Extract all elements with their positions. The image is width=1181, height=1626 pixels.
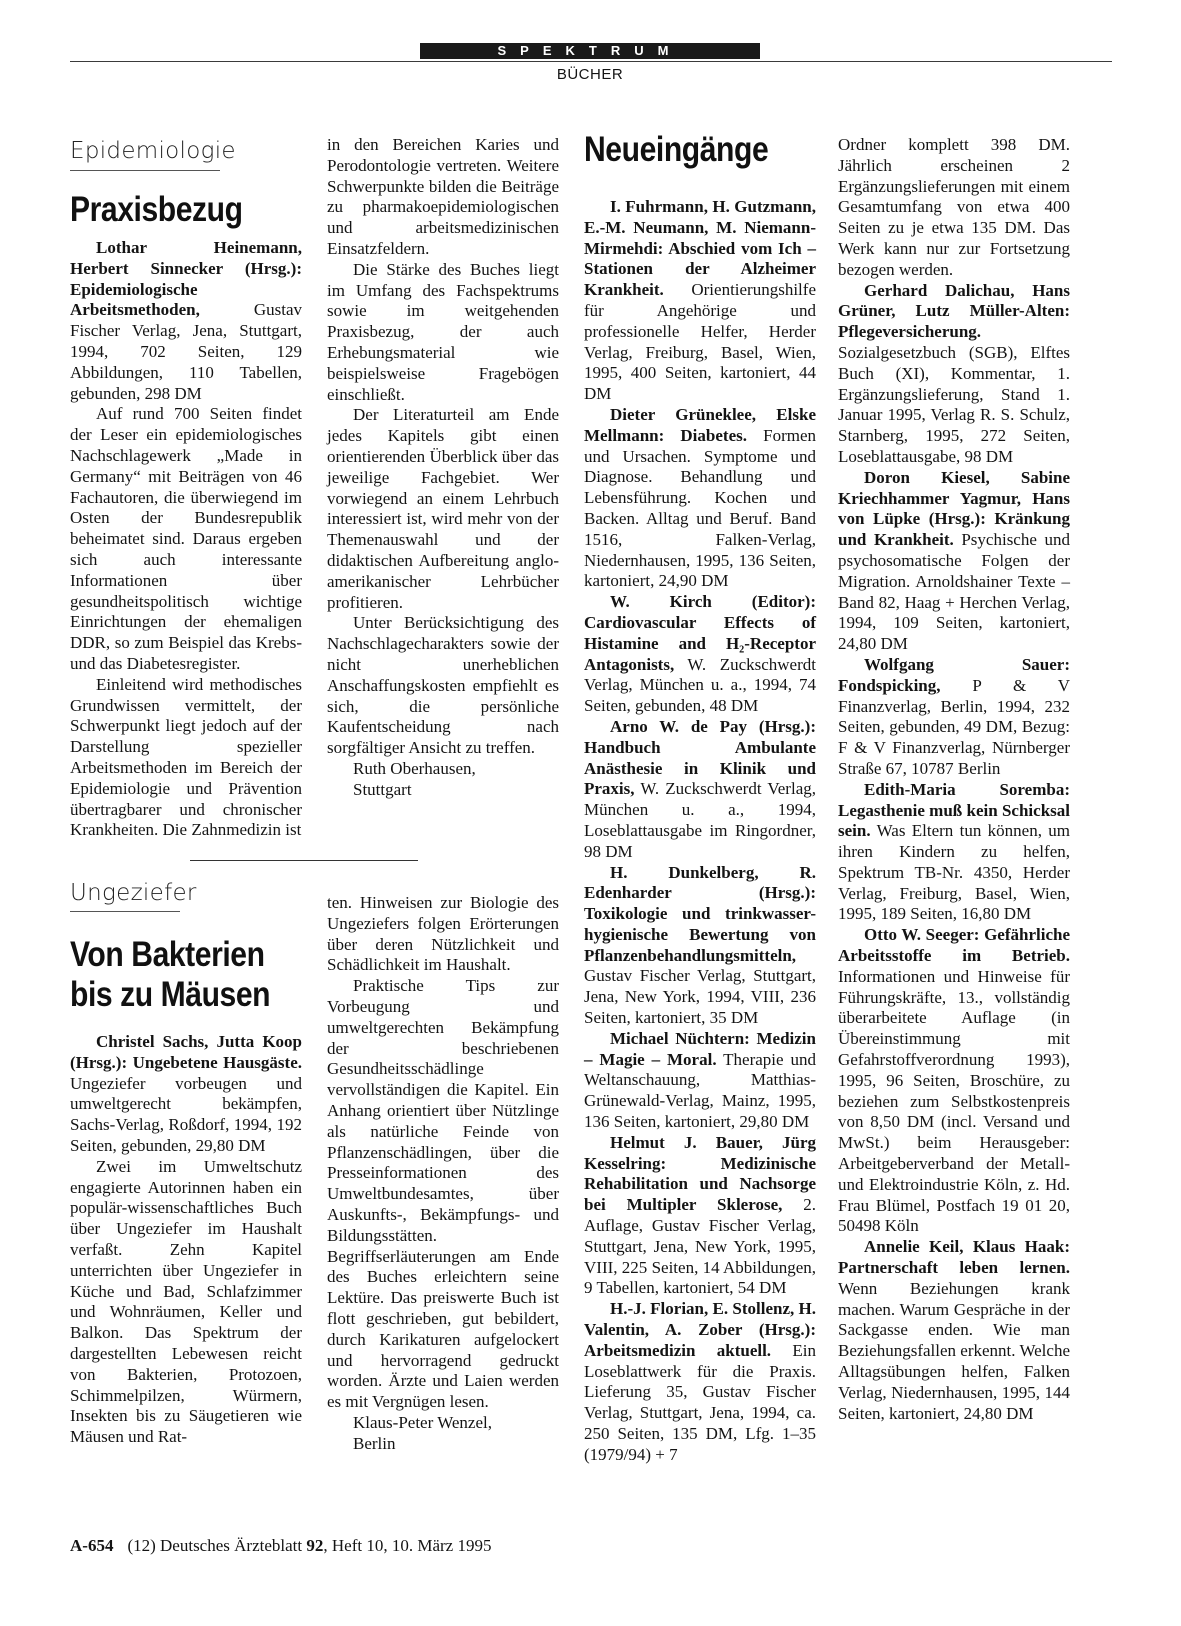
book-authors: Doron Kiesel, Sabine Kriechhammer Yagmur, Hans von Lüpke (Hrsg.): Kränkung und Krankheit. xyxy=(838,467,1070,550)
book-details: Gustav Fischer Verlag, Stuttgart, Jena, New York, 1994, VIII, 236 Seiten, kartoniert, 35 DM xyxy=(584,966,816,1028)
author-city: Stuttgart xyxy=(353,779,412,799)
article1-kicker: Epidemiologie xyxy=(70,138,236,164)
book-reference xyxy=(838,1237,1070,1424)
neueingaenge-title: Neueingänge xyxy=(584,130,769,169)
book-details: Therapie und Weltanschauung, Matthias-Grünewald-Verlag, Mainz, 1995, 136 Seiten, kartoniert, 29,80 DM xyxy=(584,1049,816,1132)
article2-col2 xyxy=(327,893,559,1455)
book-reference xyxy=(584,717,816,863)
book-details: Wenn Beziehungen krank machen. Warum Gespräche in der Sackgasse enden. Wie man Beziehungsfallen erkennt. Welche Alltagsübungen helfen, Falken Verlag, Niedernhausen, 1995, 144 Seiten, kartoniert, 24,80 DM xyxy=(838,1278,1070,1423)
book-details: Ein Loseblattwerk für die Praxis. Lieferung 35, Gustav Fischer Verlag, Stuttgart, Jena, 1994, ca. 250 Seiten, 135 DM, Lfg. 1–35 (1979/94) + 7 xyxy=(584,1340,816,1464)
book-reference xyxy=(838,925,1070,1237)
book-details: Informationen und Hinweise für Führungskräfte, 13., vollständig überarbeitete Auflage (in Übereinstimmung mit Gefahrstoffverordnung 1993), 1995, 96 Seiten, Broschüre, zu beziehen zum Selbstkostenpreis von 8,50 DM (incl. Versand und MwSt.) beim Herausgeber: Arbeitgeberverband der Metall- und Elektroindustrie Köln, z. Hd. Frau Blümel, Postfach 19 01 20, 50498 Köln xyxy=(838,966,1070,1236)
article1-col1 xyxy=(70,238,302,841)
book-details: Was Eltern tun können, um ihren Kindern zu helfen, Spektrum TB-Nr. 4350, Herder Verlag, Freiburg, Basel, Wien, 1995, 189 Seiten, 16,80 DM xyxy=(838,821,1070,924)
book-authors: Lothar Heinemann, Herbert Sinnecker (Hrsg.): Epidemiologische Arbeitsmethoden, xyxy=(70,238,302,320)
page-footer xyxy=(70,1536,491,1556)
book-authors: Edith-Maria Soremba: Legasthenie muß kein Schicksal sein. xyxy=(838,779,1070,841)
book-reference xyxy=(584,405,816,592)
book-reference xyxy=(70,238,302,404)
book-details: P & V Finanzverlag, Berlin, 1994, 232 Seiten, gebunden, 49 DM, Bezug: F & V Finanzverlag, Nürnberger Straße 67, 10787 Berlin xyxy=(838,675,1070,778)
book-reference xyxy=(584,1029,816,1133)
article-divider xyxy=(190,860,418,861)
book-reference xyxy=(70,1032,302,1157)
book-authors: I. Fuhrmann, H. Gutzmann, E.-M. Neumann, M. Niemann-Mirmehdi: Abschied vom Ich – Stationen der Alzheimer Krankheit. xyxy=(584,197,816,300)
article2-title-line2: bis zu Mäusen xyxy=(70,975,271,1014)
paragraph: Praktische Tips zur Vorbeugung und umweltgerechten Bekämpfung der beschriebenen Gesundheitsschädlinge vervollständigen die Kapitel. Ein Anhang orientiert über Nützlinge als natürliche Feinde von Pflanzenschädlingen, über die Presseinformationen des Umweltbundesamtes, über Auskunfts-, Bekämpfungs- und Bildungsstätten. Begriffserläuterungen am Ende des Buches erleichtern seine Lektüre. Das preiswerte Buch ist flott geschrieben, gut bebildert, durch Karikaturen aufgelockert und hervorragend gedruckt worden. Ärzte und Laien werden es mit Vergnügen lesen. xyxy=(327,976,559,1412)
article2-kicker: Ungeziefer xyxy=(70,880,197,906)
book-reference xyxy=(838,655,1070,780)
book-details: Sozialgesetzbuch (SGB), Elftes Buch (XI), Kommentar, 1. Ergänzungslieferung, Stand 1. Januar 1995, Verlag R. S. Schulz, Starnberg, 1995, 272 Seiten, Loseblattausgabe, 98 DM xyxy=(838,342,1070,466)
book-details: Orientierungshilfe für Angehörige und professionelle Helfer, Herder Verlag, Freiburg, Basel, Wien, 1995, 400 Seiten, kartoniert, 44 DM xyxy=(584,280,816,404)
book-authors: Gerhard Dalichau, Hans Grüner, Lutz Müller-Alten: Pflegeversicherung. xyxy=(838,280,1070,342)
paragraph: ten. Hinweisen zur Biologie des Ungeziefers folgen Erörterungen über deren Nützlichkeit und Schädlichkeit im Haushalt. xyxy=(327,893,559,975)
paragraph: in den Bereichen Karies und Perodontologie vertreten. Weitere Schwerpunkte bilden die Beiträge zu pharmakoepidemiologischen und arbeitsmedizinischen Einsatzfeldern. xyxy=(327,135,559,258)
volume-number: 92 xyxy=(306,1536,324,1555)
paragraph: Unter Berücksichtigung des Nachschlagecharakters sowie der nicht unerheblichen Anschaffungskosten empfiehlt es sich, die persönliche Kaufentscheidung nach sorgfältiger Ansicht zu treffen. xyxy=(327,613,559,758)
paragraph: Einleitend wird methodisches Grundwissen vermittelt, der Schwerpunkt liegt jedoch auf der Darstellung spezieller Arbeitsmethoden im Bereich der Epidemiologie und Prävention übertragbarer und chronischer Krankheiten. Die Zahnmedizin ist xyxy=(70,674,302,840)
author-signature: Klaus-Peter Wenzel, xyxy=(353,1412,492,1432)
book-reference xyxy=(838,468,1070,655)
neueingaenge-col1 xyxy=(584,197,816,1466)
book-reference xyxy=(584,197,816,405)
book-authors: Otto W. Seeger: Gefährliche Arbeitsstoffe im Betrieb. xyxy=(838,925,1070,966)
paragraph: Die Stärke des Buches liegt im Umfang des Fachspektrums sowie im weitgehenden Praxisbezug, der auch Erhebungsmaterial wie beispielsweise Fragebögen einschließt. xyxy=(327,259,559,404)
book-details: W. Zuckschwerdt Verlag, München u. a., 1994, Loseblattausgabe im Ringordner, 98 DM xyxy=(584,779,816,861)
citation: (12) Deutsches Ärzteblatt xyxy=(127,1536,307,1555)
book-reference xyxy=(584,1133,816,1299)
book-details: Formen und Ursachen. Symptome und Diagnose. Behandlung und Lebensführung. Kochen und Backen. Alltag und Beruf. Band 1516, Falken-Verlag, Niedernhausen, 1995, 136 Seiten, kartoniert, 24,90 DM xyxy=(584,425,817,591)
book-details: Psychische und psychosomatische Folgen der Migration. Arnoldshainer Texte – Band 82, Haag + Herchen Verlag, 1994, 109 Seiten, kartoniert, 24,80 DM xyxy=(838,530,1070,654)
author-city: Berlin xyxy=(353,1433,396,1453)
book-reference xyxy=(584,863,816,1029)
paragraph: Ordner komplett 398 DM. Jährlich erscheinen 2 Ergänzungslieferungen mit einem Gesamtumfang von etwa 400 Seiten zu je etwa 135 DM. Das Werk kann nur zur Fortsetzung bezogen werden. xyxy=(838,135,1070,279)
book-authors: H. Dunkelberg, R. Edenharder (Hrsg.): Toxikologie und trinkwasser-hygienische Bewertung von Pflanzenbehandlungsmitteln, xyxy=(584,862,816,965)
book-details: W. Zuckschwerdt Verlag, München u. a., 1994, 74 Seiten, gebunden, 48 DM xyxy=(584,654,816,716)
author-signature: Ruth Oberhausen, xyxy=(353,758,476,778)
article1-title: Praxisbezug xyxy=(70,190,243,229)
book-authors: Wolfgang Sauer: Fondspicking, xyxy=(838,654,1070,695)
article2-title xyxy=(70,935,270,1015)
article2-title-line1: Von Bakterien xyxy=(70,935,265,974)
book-details: Ungeziefer vorbeugen und umweltgerecht bekämpfen, Sachs-Verlag, Roßdorf, 1994, 192 Seiten, gebunden, 29,80 DM xyxy=(70,1073,302,1155)
citation-issue: , Heft 10, 10. März 1995 xyxy=(323,1536,492,1555)
masthead: SPEKTRUM xyxy=(420,43,760,59)
page-number: A-654 xyxy=(70,1536,114,1555)
book-authors: Arno W. de Pay (Hrsg.): Handbuch Ambulante Anästhesie in Klinik und Praxis, xyxy=(584,716,816,799)
header-rule xyxy=(70,61,1112,62)
book-authors: H.-J. Florian, E. Stollenz, H. Valentin, A. Zober (Hrsg.): Arbeitsmedizin aktuell. xyxy=(584,1299,816,1360)
book-reference xyxy=(838,281,1070,468)
paragraph: Der Literaturteil am Ende jedes Kapitels gibt einen orientierenden Überblick über das jeweilige Fachgebiet. Wer vorwiegend an einem Lehrbuch interessiert ist, wird mehr von der Themenauswahl und der didaktischen Aufbereitung anglo-amerikanischer Lehrbücher profitieren. xyxy=(327,405,559,612)
book-authors: Christel Sachs, Jutta Koop (Hrsg.): Ungebetene Hausgäste. xyxy=(70,1032,302,1072)
paragraph: Auf rund 700 Seiten findet der Leser ein epidemiologisches Nachschlagewerk „Made in Germany“ mit Beiträgen von 46 Fachautoren, die überwiegend im Osten der Bundesrepublik beheimatet sind. Daraus ergeben sich auch interessante Informationen über gesundheitspolitisch wichtige Einrichtungen der ehemaligen DDR, so zum Beispiel das Krebs- und das Diabetesregister. xyxy=(70,404,302,673)
book-reference xyxy=(838,780,1070,926)
book-reference xyxy=(584,592,816,717)
kicker-underline xyxy=(70,911,180,912)
book-authors: W. Kirch (Editor): Cardiovascular Effects of Histamine and H₂-Receptor Antagonists, xyxy=(584,592,816,674)
book-details: 2. Auflage, Gustav Fischer Verlag, Stuttgart, Jena, New York, 1995, VIII, 225 Seiten, 14 Abbildungen, 9 Tabellen, kartoniert, 54 DM xyxy=(584,1195,816,1298)
book-authors: Dieter Grüneklee, Elske Mellmann: Diabetes. xyxy=(584,404,816,445)
book-authors: Michael Nüchtern: Medizin – Magie – Moral. xyxy=(584,1028,816,1069)
paragraph: Zwei im Umweltschutz engagierte Autorinnen haben ein populär-wissenschaftliches Buch über Ungeziefer im Haushalt verfaßt. Zehn Kapitel unterrichten über Ungeziefer in Küche und Bad, Schlafzimmer und Wohnräumen, Keller und Balkon. Das Spektrum der dargestellten Lebewesen reicht von Bakterien, Protozoen, Schimmelpilzen, Würmern, Insekten bis zu Säugetieren wie Mäusen und Rat- xyxy=(70,1156,302,1447)
neueingaenge-col2 xyxy=(838,135,1070,1424)
article2-col1 xyxy=(70,1032,302,1448)
book-reference xyxy=(584,1299,816,1465)
book-authors: Annelie Keil, Klaus Haak: Partnerschaft leben lernen. xyxy=(838,1237,1070,1278)
article1-col2 xyxy=(327,135,559,801)
section-subtitle: BÜCHER xyxy=(556,66,624,83)
kicker-underline xyxy=(70,170,220,171)
book-authors: Helmut J. Bauer, Jürg Kesselring: Medizinische Rehabilitation und Nachsorge bei Multipler Sklerose, xyxy=(584,1132,816,1215)
book-details: Gustav Fischer Verlag, Jena, Stuttgart, 1994, 702 Seiten, 129 Abbildungen, 110 Tabellen, gebunden, 298 DM xyxy=(70,300,302,403)
